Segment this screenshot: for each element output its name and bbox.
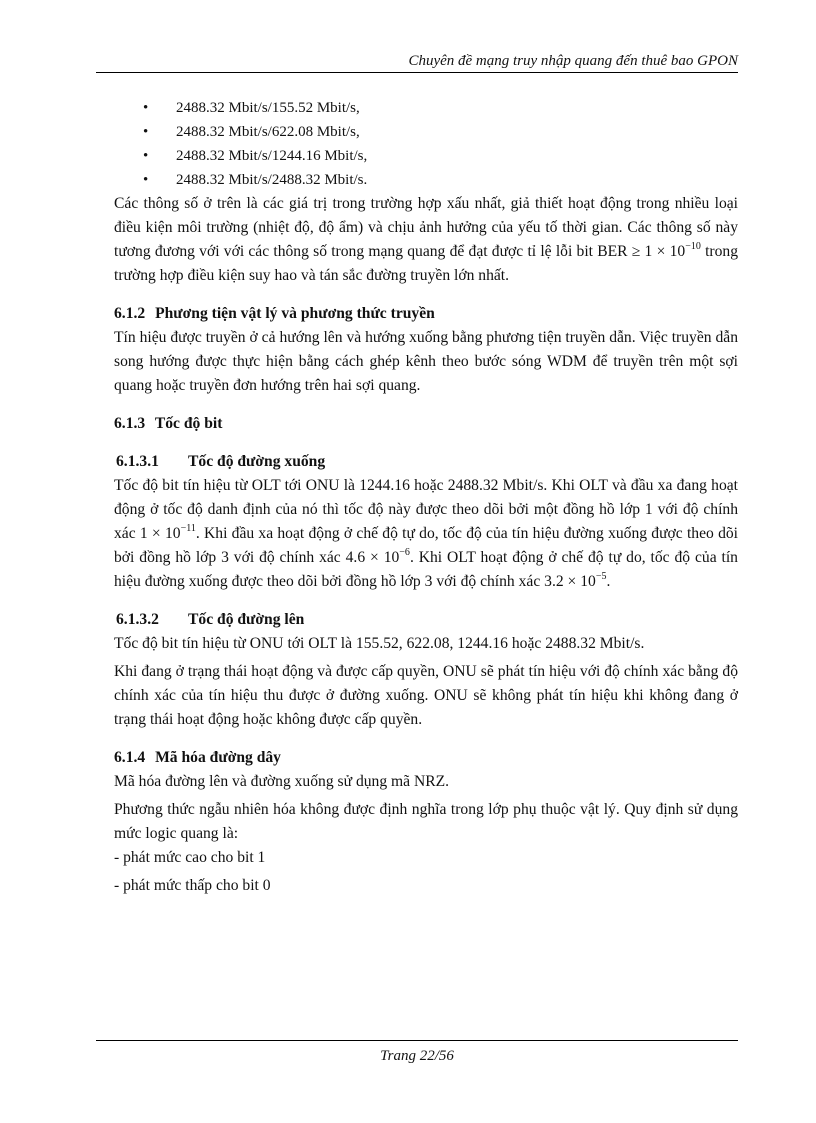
heading-6-1-3-2: 6.1.3.2 Tốc độ đường lên xyxy=(116,611,305,628)
paragraph-medium: Tín hiệu được truyền ở cả hướng lên và hướng xuống bằng phương tiện truyền dẫn. Việc truyền dẫn song hướng được thực hiện bằng cách ghép kênh theo bước sóng WDM để truyền trên một sợi quang hoặc truyền đơn hướng trên hai sợi quang. xyxy=(114,329,738,394)
page-header: Chuyên đề mạng truy nhập quang đến thuê bao GPON xyxy=(408,53,738,69)
footer-rule xyxy=(96,1040,738,1041)
paragraph-scrambling: Phương thức ngẫu nhiên hóa không được định nghĩa trong lớp phụ thuộc vật lý. Quy định sử dụng mức logic quang là: xyxy=(114,801,738,842)
header-rule xyxy=(96,72,738,73)
paragraph-upstream-rate: Tốc độ bit tín hiệu từ ONU tới OLT là 155.52, 622.08, 1244.16 hoặc 2488.32 Mbit/s. xyxy=(114,635,645,652)
list-item: • 2488.32 Mbit/s/2488.32 Mbit/s. xyxy=(120,168,738,192)
heading-6-1-4: 6.1.4 Mã hóa đường dây xyxy=(114,749,281,766)
list-item: • 2488.32 Mbit/s/622.08 Mbit/s, xyxy=(120,120,738,144)
bullet-icon: • xyxy=(143,124,149,140)
bullet-icon: • xyxy=(143,100,149,116)
paragraph-nrz: Mã hóa đường lên và đường xuống sử dụng mã NRZ. xyxy=(114,773,450,790)
rate-list xyxy=(124,96,738,192)
page-content xyxy=(114,96,738,898)
paragraph-downstream: Tốc độ bit tín hiệu từ OLT tới ONU là 1244.16 hoặc 2488.32 Mbit/s. Khi OLT và đầu xa đang hoạt động ở tốc độ danh định của nó thì tốc độ này được theo dõi bởi một đồng hồ lớp 1 với độ chính xác $1 \times 10^{-11}$. Khi đầu xa hoạt động ở chế độ tự do, tốc độ của tín hiệu đường xuống được theo dõi bởi đồng hồ lớp 3 với độ chính xác $4.6 \times 10^{-6}$. Khi OLT hoạt động ở chế độ tự do, tốc độ của tín hiệu đường xuống được theo dõi bởi đồng hồ lớp 3 với độ chính xác $3.2 \times 10^{-5}$. xyxy=(114,477,738,590)
page-number: Trang 22/56 xyxy=(380,1048,454,1064)
paragraph-upstream-auth: Khi đang ở trạng thái hoạt động và được cấp quyền, ONU sẽ phát tín hiệu với độ chính xác bằng độ chính xác của tín hiệu thu được ở đường xuống. ONU sẽ không phát tín hiệu khi không đang ở trạng thái hoạt động hoặc không được cấp quyền. xyxy=(114,663,738,728)
heading-6-1-2: 6.1.2 Phương tiện vật lý và phương thức truyền xyxy=(114,305,435,322)
paragraph-bit1: - phát mức cao cho bit 1 xyxy=(114,849,266,866)
bullet-icon: • xyxy=(143,172,149,188)
paragraph-conditions: Các thông số ở trên là các giá trị trong trường hợp xấu nhất, giả thiết hoạt động trong nhiều loại điều kiện môi trường (nhiệt độ, độ ẩm) và chịu ảnh hưởng của yếu tố thời gian. Các thông số này tương đương với với các thông số trong mạng quang để đạt được tỉ lệ lỗi bit BER ≥ $1 \times 10^{-10}$ trong trường hợp điều kiện suy hao và tán sắc đường truyền lớn nhất. xyxy=(114,195,738,284)
paragraph-bit0: - phát mức thấp cho bit 0 xyxy=(114,877,271,894)
list-item: • 2488.32 Mbit/s/1244.16 Mbit/s, xyxy=(120,144,738,168)
bullet-icon: • xyxy=(143,148,149,164)
heading-6-1-3-1: 6.1.3.1 Tốc độ đường xuống xyxy=(116,453,326,470)
heading-6-1-3: 6.1.3 Tốc độ bit xyxy=(114,415,223,432)
list-item: • 2488.32 Mbit/s/155.52 Mbit/s, xyxy=(120,96,738,120)
